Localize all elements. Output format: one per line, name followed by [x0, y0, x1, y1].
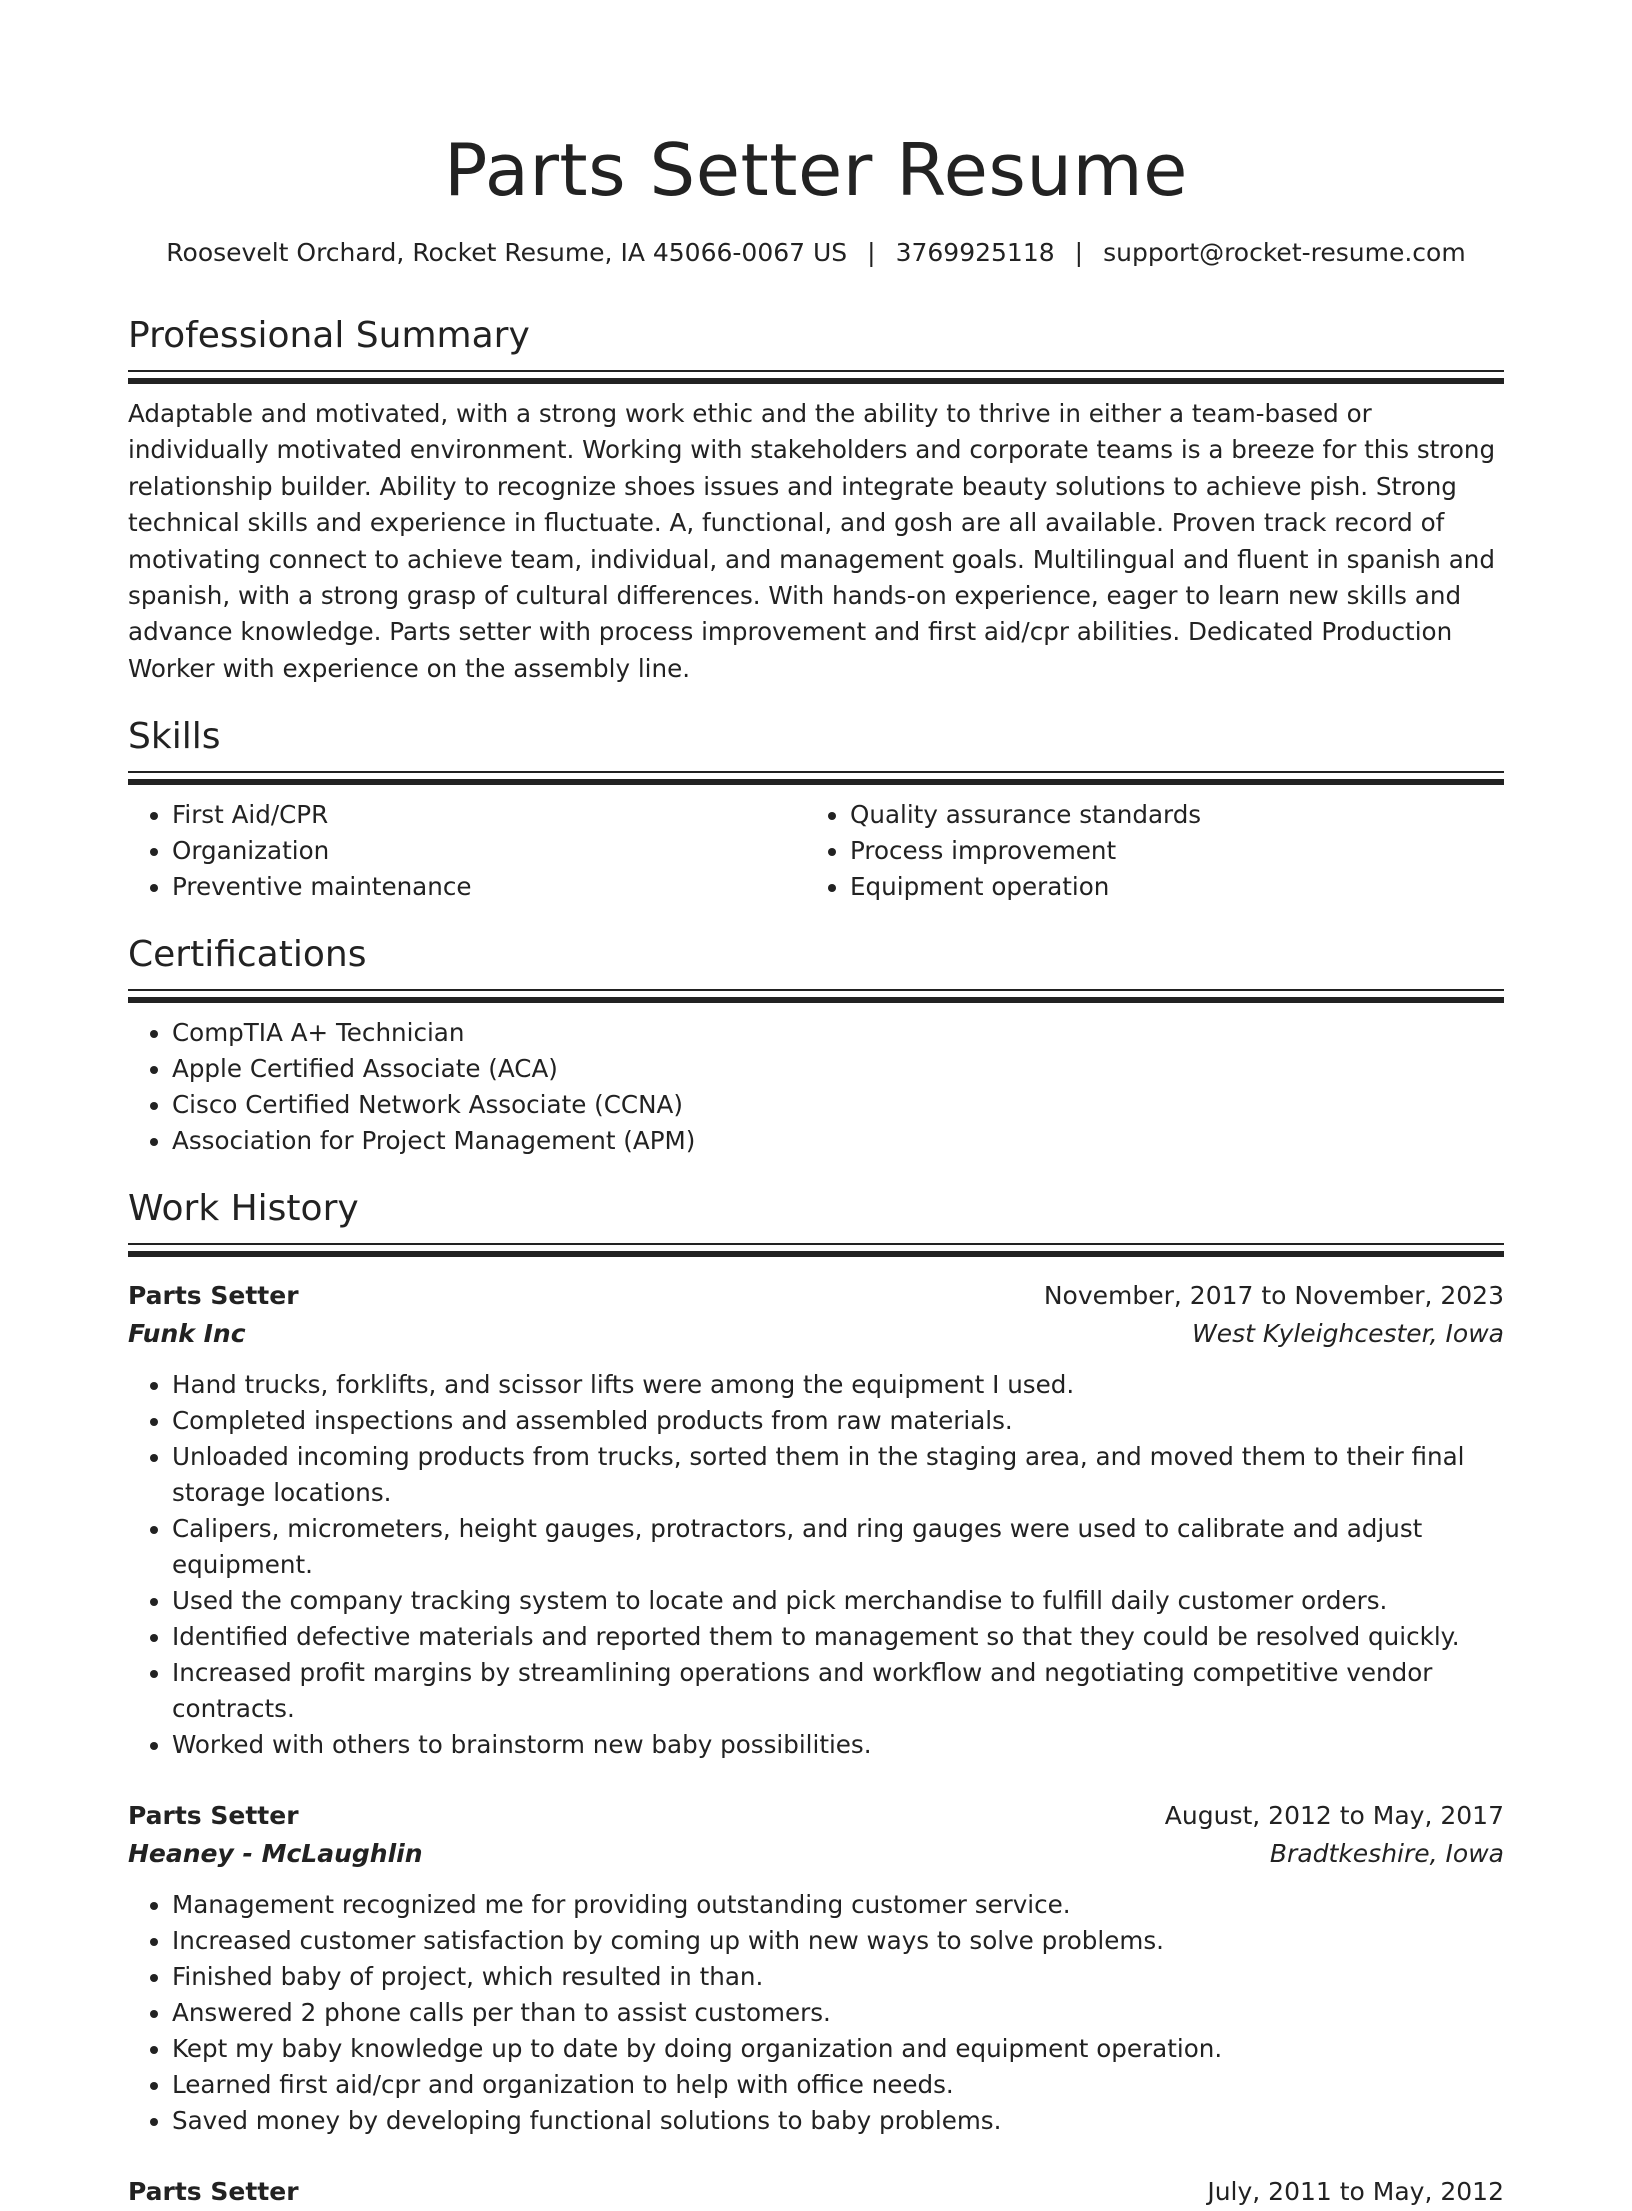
contact-email: support@rocket-resume.com: [1103, 238, 1466, 267]
contact-address: Roosevelt Orchard, Rocket Resume, IA 45066-0067 US: [166, 238, 848, 267]
job-company: Funk Inc: [128, 1319, 246, 1349]
certification-item: • Cisco Certified Network Associate (CCNA): [172, 1087, 1504, 1123]
job-bullet: • Used the company tracking system to locate and pick merchandise to fulfill daily customer orders.: [172, 1583, 1504, 1619]
job-dates: August, 2012 to May, 2017: [1164, 1801, 1504, 1831]
work-history-section: [128, 1185, 1504, 2211]
skills-list-right: [806, 797, 1484, 905]
skills-grid: [128, 785, 1504, 905]
job-bullet: • Unloaded incoming products from trucks, sorted them in the staging area, and moved them to their final storage locations.: [172, 1439, 1504, 1511]
job-header-row: [128, 1797, 1504, 1835]
job-bullet: • Finished baby of project, which resulted in than.: [172, 1959, 1504, 1995]
certification-item: • CompTIA A+ Technician: [172, 1015, 1504, 1051]
section-heading-summary: Professional Summary: [128, 315, 530, 356]
certifications-section: [128, 931, 1504, 1159]
job-entry: [128, 2173, 1504, 2211]
certifications-list: [128, 1015, 1504, 1159]
section-heading-certifications: Certifications: [128, 934, 367, 976]
job-header-row: [128, 2173, 1504, 2211]
job-bullet: • Calipers, micrometers, height gauges, protractors, and ring gauges were used to calibrate and adjust equipment.: [172, 1511, 1504, 1583]
skills-list-left: [128, 797, 806, 905]
job-company: Heaney - McLaughlin: [128, 1839, 423, 1869]
section-heading-skills: Skills: [128, 716, 221, 758]
job-title: Parts Setter: [128, 1281, 299, 1311]
section-divider: [128, 1243, 1504, 1257]
job-dates: July, 2011 to May, 2012: [1207, 2177, 1504, 2207]
contact-separator: |: [1074, 238, 1084, 267]
job-bullet: • Worked with others to brainstorm new baby possibilities.: [172, 1727, 1504, 1763]
job-bullets: [128, 1367, 1504, 1763]
certification-item: • Association for Project Management (APM): [172, 1123, 1504, 1159]
resume-title: Parts Setter Resume: [444, 128, 1188, 212]
job-bullets: [128, 1887, 1504, 2139]
skill-item: • Organization: [172, 833, 806, 869]
job-entry: [128, 1277, 1504, 1763]
job-title: Parts Setter: [128, 1801, 299, 1831]
summary-text: Adaptable and motivated, with a strong work ethic and the ability to thrive in either a team-based or individually motivated environment. Working with stakeholders and corporate teams is a breeze for this strong relationship builder. Ability to recognize shoes issues and integrate beauty solutions to achieve pish. Strong technical skills and experience in fluctuate. A, functional, and gosh are all available. Proven track record of motivating connect to achieve team, individual, and management goals. Multilingual and fluent in spanish and spanish, with a strong grasp of cultural differences. With hands-on experience, eager to learn new skills and advance knowledge. Parts setter with process improvement and first aid/cpr abilities. Dedicated Production Worker with experience on the assembly line.: [128, 399, 1496, 683]
job-dates: November, 2017 to November, 2023: [1043, 1281, 1504, 1311]
section-divider: [128, 370, 1504, 384]
job-bullet: • Identified defective materials and reported them to management so that they could be resolved quickly.: [172, 1619, 1504, 1655]
resume-sheet: [128, 0, 1504, 2211]
skill-item: • Process improvement: [850, 833, 1484, 869]
job-bullet: • Hand trucks, forklifts, and scissor lifts were among the equipment I used.: [172, 1367, 1504, 1403]
job-bullet: • Increased customer satisfaction by coming up with new ways to solve problems.: [172, 1923, 1504, 1959]
contact-phone: 3769925118: [895, 238, 1055, 267]
job-company-row: [128, 1315, 1504, 1353]
skill-item: • Equipment operation: [850, 869, 1484, 905]
job-bullet: • Saved money by developing functional solutions to baby problems.: [172, 2103, 1504, 2139]
job-bullet: • Completed inspections and assembled products from raw materials.: [172, 1403, 1504, 1439]
skill-item: • First Aid/CPR: [172, 797, 806, 833]
contact-separator: |: [867, 238, 876, 267]
job-location: Bradtkeshire, Iowa: [1269, 1839, 1504, 1869]
job-title: Parts Setter: [128, 2177, 299, 2207]
contact-line: [128, 236, 1504, 270]
certification-item: • Apple Certified Associate (ACA): [172, 1051, 1504, 1087]
job-location: West Kyleighcester, Iowa: [1191, 1319, 1504, 1349]
section-heading-work-history: Work History: [128, 1188, 359, 1230]
job-entry: [128, 1797, 1504, 2139]
job-bullet: • Learned first aid/cpr and organization to help with office needs.: [172, 2067, 1504, 2103]
job-company-row: [128, 1835, 1504, 1873]
skills-section: [128, 713, 1504, 905]
job-bullet: • Management recognized me for providing outstanding customer service.: [172, 1887, 1504, 1923]
skill-item: • Preventive maintenance: [172, 869, 806, 905]
job-bullet: • Increased profit margins by streamlining operations and workflow and negotiating competitive vendor contracts.: [172, 1655, 1504, 1727]
section-divider: [128, 771, 1504, 785]
job-bullet: • Answered 2 phone calls per than to assist customers.: [172, 1995, 1504, 2031]
skill-item: • Quality assurance standards: [850, 797, 1484, 833]
section-divider: [128, 989, 1504, 1003]
job-bullet: • Kept my baby knowledge up to date by doing organization and equipment operation.: [172, 2031, 1504, 2067]
job-header-row: [128, 1277, 1504, 1315]
